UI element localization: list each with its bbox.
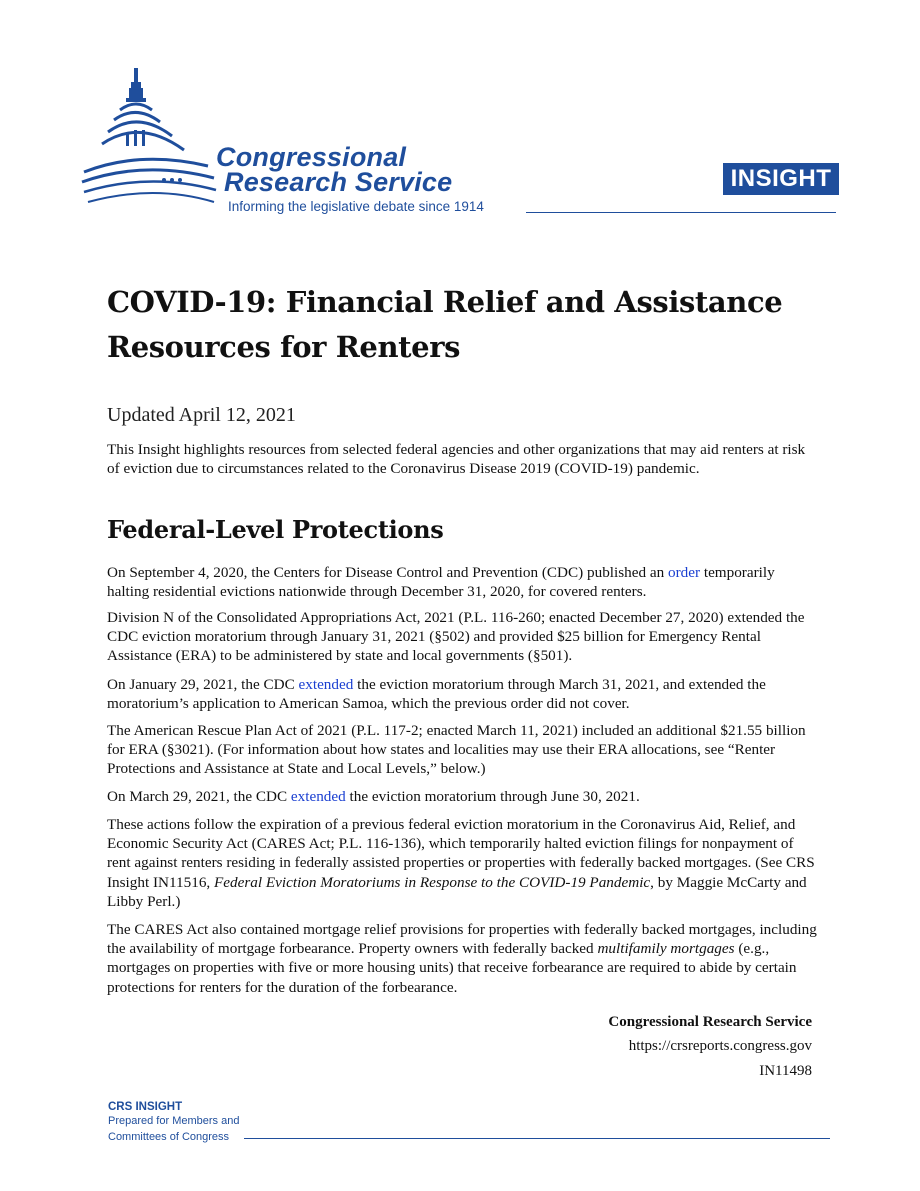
footer-report-id: IN11498	[759, 1063, 812, 1079]
paragraph-7-text-a: The CARES Act also contained mortgage relief provisions for properties with federally backed mortgages, including the availability of mortgage forbearance. Property owners with federally backed	[107, 921, 817, 958]
paragraph-1-text-a: On September 4, 2020, the Centers for Disease Control and Prevention (CDC) published an	[107, 564, 668, 581]
logo-wordmark-line2: Research Service	[224, 167, 453, 197]
paragraph-3-text-b: the eviction moratorium through March 31, 2021, and extended the moratorium’s application to American Samoa, which the previous order did not cover.	[107, 676, 766, 713]
paragraph-5-text-b: the eviction moratorium through June 30, 2021.	[345, 788, 640, 805]
paragraph-1	[107, 563, 817, 601]
order-link[interactable]: order	[668, 564, 701, 581]
extended-link-2[interactable]: extended	[290, 788, 346, 805]
paragraph-6-text-b: , by Maggie McCarty and Libby Perl.)	[107, 873, 807, 910]
intro-paragraph: This Insight highlights resources from selected federal agencies and other organizations that may aid renters at risk of eviction due to circumstances related to the Coronavirus Disease 2019 (COVID-19) pandemic.	[107, 441, 806, 478]
capitol-dome-icon	[80, 62, 220, 212]
footer-url: https://crsreports.congress.gov	[628, 1038, 812, 1054]
footer-rule	[244, 1138, 830, 1139]
paragraph-5	[107, 787, 817, 806]
crs-insight-label-line2: Prepared for Members and	[108, 1115, 240, 1127]
paragraph-7-text-b: (e.g., mortgages on properties with five or more housing units) that receive forbearance are required to abide by certain protections for renters for the duration of the forbearance.	[107, 940, 797, 996]
paragraph-7-italic-term: multifamily mortgages	[597, 940, 735, 958]
crs-insight-label	[108, 1101, 239, 1145]
crs-insight-label-line3: Committees of Congress	[108, 1131, 230, 1143]
paragraph-6-italic-title: Federal Eviction Moratoriums in Response to the COVID-19 Pandemic	[214, 873, 651, 891]
paragraph-1-text-b: temporarily halting residential evictions nationwide through December 31, 2020, for covered renters.	[107, 564, 775, 601]
section-heading: Federal-Level Protections	[107, 515, 444, 544]
paragraph-3	[107, 675, 817, 713]
crs-logo	[80, 62, 840, 222]
footer-org: Congressional Research Service	[608, 1014, 812, 1030]
extended-link-1[interactable]: extended	[298, 676, 354, 693]
updated-date: Updated April 12, 2021	[107, 404, 296, 426]
paragraph-4: The American Rescue Plan Act of 2021 (P.L. 117-2; enacted March 11, 2021) included an additional $21.55 billion for ERA (§3021). (For information about how states and localities may use their ERA allocations, see “Renter Protections and Assistance at State and Local Levels,” below.)	[107, 722, 806, 778]
insight-badge: INSIGHT	[723, 163, 839, 195]
paragraph-7	[107, 920, 817, 997]
paragraph-6	[107, 815, 817, 911]
logo-tagline: Informing the legislative debate since 1914	[228, 199, 484, 214]
paragraph-2: Division N of the Consolidated Appropriations Act, 2021 (P.L. 116-260; enacted December 27, 2020) extended the CDC eviction moratorium through January 31, 2021 (§502) and provided $25 billion for Emergency Rental Assistance (ERA) to be administered by state and local governments (§501).	[107, 609, 805, 665]
paragraph-5-text-a: On March 29, 2021, the CDC	[107, 788, 291, 805]
page-title: COVID-19: Financial Relief and Assistance Resources for Renters	[107, 285, 783, 364]
paragraph-6-text-a: These actions follow the expiration of a previous federal eviction moratorium in the Coronavirus Aid, Relief, and Economic Security Act (CARES Act; P.L. 116-136), which temporarily halted eviction filings for nonpayment of rent against renters residing in federally assisted properties or properties with federally backed mortgages. (See CRS Insight IN11516,	[107, 816, 815, 891]
logo-wordmark-line1: Congressional	[216, 142, 407, 172]
header-rule	[526, 212, 836, 213]
paragraph-3-text-a: On January 29, 2021, the CDC	[107, 676, 299, 693]
crs-insight-label-line1: CRS INSIGHT	[108, 1101, 183, 1113]
